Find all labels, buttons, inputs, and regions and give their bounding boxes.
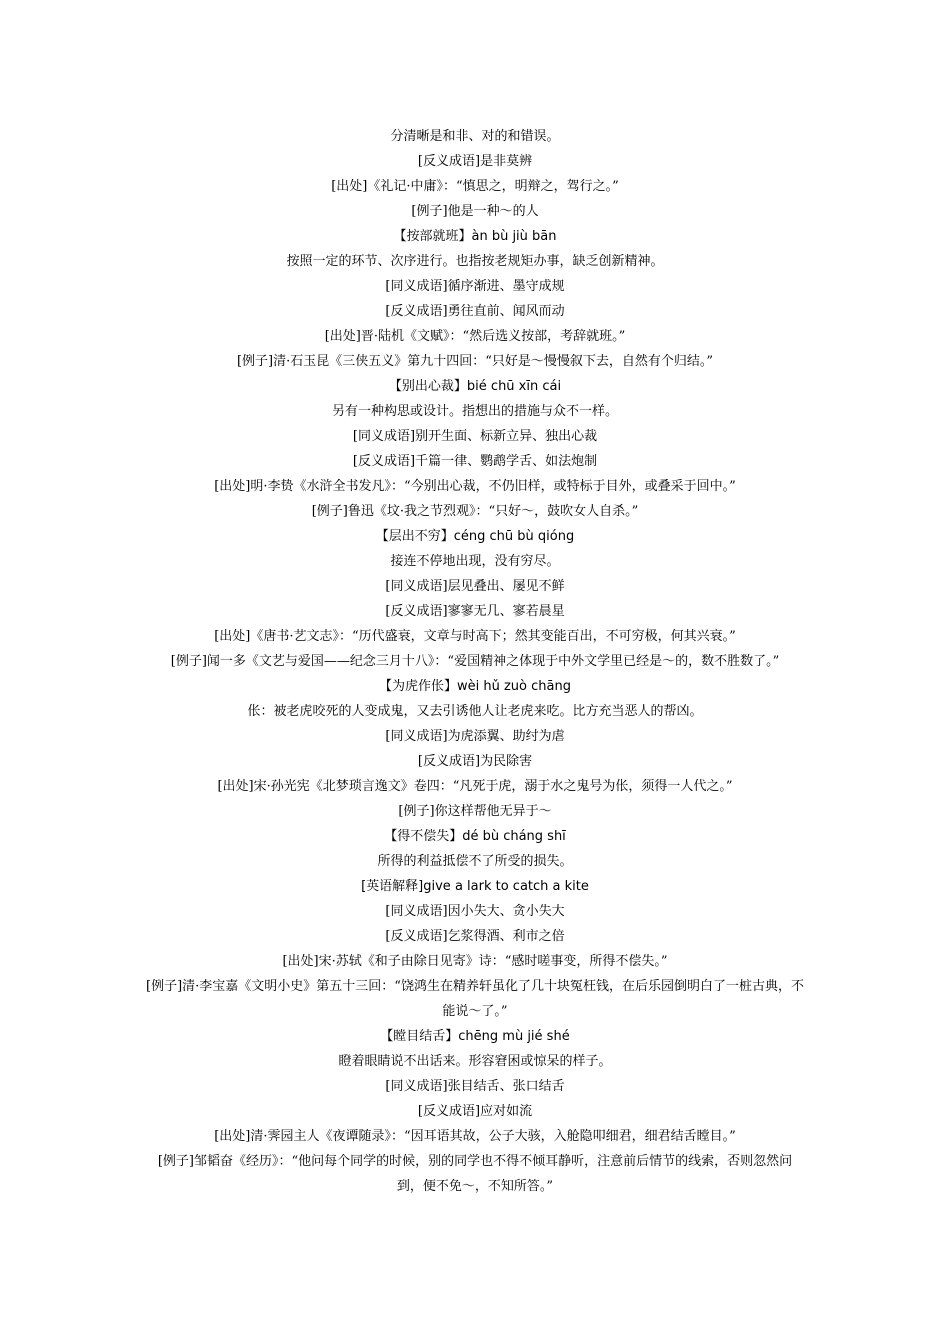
idiom-heading: 【按部就班】àn bù jiù bān bbox=[393, 229, 557, 244]
antonym-line: [反义成语]乞浆得酒、利市之倍 bbox=[385, 929, 565, 944]
antonym-line: [反义成语]应对如流 bbox=[417, 1104, 533, 1119]
definition-line: 伥：被老虎咬死的人变成鬼，又去引诱他人让老虎来吃。比方充当恶人的帮凶。 bbox=[247, 704, 703, 719]
source-line: [出处]清·霁园主人《夜谭随录》：“因耳语其故，公子大骇，入舱隐叩细君，细君结舌瞠目。” bbox=[214, 1129, 736, 1144]
idiom-heading: 【得不偿失】dé bù cháng shī bbox=[384, 829, 566, 844]
idiom-heading: 【瞠目结舌】chēng mù jié shé bbox=[380, 1029, 570, 1044]
synonym-line: [同义成语]因小失大、贪小失大 bbox=[385, 904, 565, 919]
definition-line: 所得的利益抵偿不了所受的损失。 bbox=[377, 854, 573, 869]
antonym-line: [反义成语]为民除害 bbox=[417, 754, 533, 769]
antonym-line: [反义成语]勇往直前、闻风而动 bbox=[385, 304, 565, 319]
antonym-line: [反义成语]是非莫辨 bbox=[417, 154, 533, 169]
synonym-line: [同义成语]为虎添翼、助纣为虐 bbox=[385, 729, 565, 744]
source-line: [出处]《唐书·艺文志》：“历代盛衰，文章与时高下；然其变能百出，不可穷极，何其兴衰。” bbox=[214, 629, 736, 644]
definition-line: 接连不停地出现，没有穷尽。 bbox=[390, 554, 560, 569]
source-line: [出处]明·李贽《水浒全书发凡》：“今别出心裁，不仍旧样，或特标于目外，或叠采于回中。” bbox=[214, 479, 736, 494]
example-line: [例子]邹韬奋《经历》：“他问每个同学的时候，别的同学也不得不倾耳静听，注意前后情节的线索，否则忽然问到，便不免～，不知所答。” bbox=[157, 1154, 793, 1194]
definition-line: 按照一定的环节、次序进行。也指按老规矩办事，缺乏创新精神。 bbox=[286, 254, 664, 269]
example-line: [例子]清·李宝嘉《文明小史》第五十三回：“饶鸿生在精养轩虽化了几十块冤枉钱，在后乐园倒明白了一桩古典，不能说～了。” bbox=[146, 979, 804, 1019]
definition-line: 另有一种构思或设计。指想出的措施与众不一样。 bbox=[331, 404, 618, 419]
source-line: [出处]晋·陆机《文赋》：“然后选义按部，考辞就班。” bbox=[324, 329, 626, 344]
idiom-heading: 【为虎作伥】wèi hǔ zuò chāng bbox=[379, 679, 571, 694]
antonym-line: [反义成语]千篇一律、鹦鹉学舌、如法炮制 bbox=[352, 454, 598, 469]
example-line: [例子]你这样帮他无异于～ bbox=[398, 804, 552, 819]
example-line: [例子]清·石玉昆《三侠五义》第九十四回：“只好是～慢慢叙下去，自然有个归结。” bbox=[236, 354, 714, 369]
idiom-heading: 【层出不穷】céng chū bù qióng bbox=[375, 529, 575, 544]
example-line: [例子]闻一多《文艺与爱国——纪念三月十八》：“爱国精神之体现于中外文学里已经是～的，数不胜数了。” bbox=[170, 654, 780, 669]
source-line: [出处]宋·孙光宪《北梦琐言逸文》卷四：“凡死于虎，溺于水之鬼号为伥，须得一人代之。” bbox=[217, 779, 733, 794]
english-line: [英语解释]give a lark to catch a kite bbox=[361, 879, 589, 894]
idiom-heading: 【别出心裁】bié chū xīn cái bbox=[388, 379, 562, 394]
synonym-line: [同义成语]循序渐进、墨守成规 bbox=[385, 279, 565, 294]
definition-line: 瞪着眼睛说不出话来。形容窘困或惊呆的样子。 bbox=[338, 1054, 612, 1069]
synonym-line: [同义成语]层见叠出、屡见不鲜 bbox=[385, 579, 565, 594]
synonym-line: [同义成语]张目结舌、张口结舌 bbox=[385, 1079, 565, 1094]
definition-line: 分清晰是和非、对的和错误。 bbox=[390, 129, 560, 144]
source-line: [出处]《礼记·中庸》：“慎思之，明辩之，驾行之。” bbox=[331, 179, 619, 194]
source-line: [出处]宋·苏轼《和子由除日见寄》诗：“感时嗟事变，所得不偿失。” bbox=[282, 954, 668, 969]
antonym-line: [反义成语]寥寥无几、寥若晨星 bbox=[385, 604, 565, 619]
example-line: [例子]他是一种～的人 bbox=[411, 204, 539, 219]
example-line: [例子]鲁迅《坟·我之节烈观》：“只好～，鼓吹女人自杀。” bbox=[311, 504, 639, 519]
synonym-line: [同义成语]别开生面、标新立异、独出心裁 bbox=[352, 429, 598, 444]
